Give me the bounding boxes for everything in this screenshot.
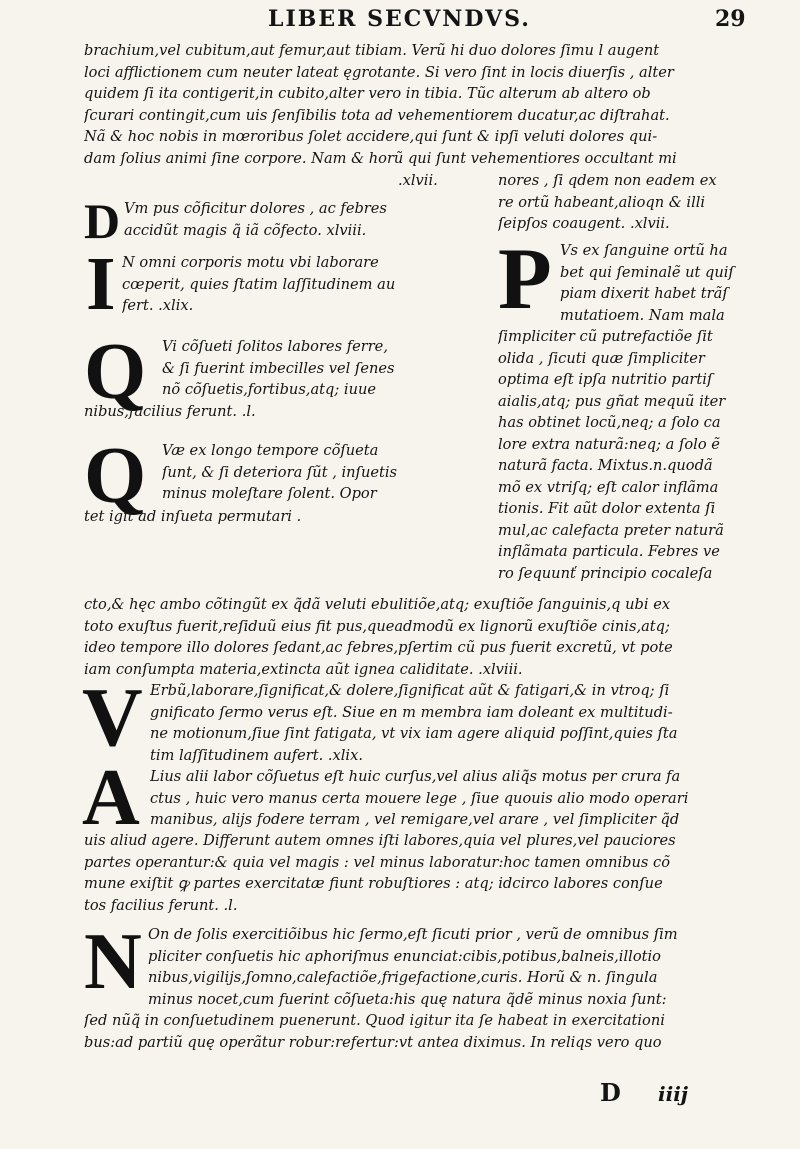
text-line: Vs ex ſanguine ortũ ha: [560, 242, 728, 259]
text-line: mune exiſtit ꝙ partes exercitatæ fiunt robuſtiores : atq; idcirco labores conſue: [84, 875, 663, 892]
text-line: Vm pus cõficitur dolores , ac febres: [124, 200, 387, 217]
text-line: ſed nũq̃ in conſuetudinem puenerunt. Quod igitur ita ſe habeat in exercitationi: [84, 1012, 665, 1029]
paragraph-a-head: [150, 766, 746, 831]
drop-cap-v: V: [82, 671, 143, 764]
text-line: ne motionum,ſiue ſint fatigata, vt vix iam agere aliquid poſſint,quies ſta: [150, 725, 678, 742]
paragraph-v: [150, 680, 746, 766]
paragraph-n-body: [84, 1010, 746, 1053]
drop-cap-q: Q: [84, 328, 147, 416]
aphorism-50b: [162, 440, 492, 505]
folio-number: 29: [715, 6, 746, 32]
running-head: LIBER SECVNDVS.: [268, 6, 531, 32]
text-line: toto exuſtus fuerit,reſiduũ eius fit pus,queadmodũ ex lignorũ exuſtiõe cinis,atq;: [84, 617, 670, 635]
right-column-continuation: [498, 170, 748, 235]
text-line: ſunt, & ſi deteriora ſũt , inſuetis: [162, 463, 398, 481]
text-line: uis aliud agere. Differunt autem omnes iſti labores,quia vel plures,vel pauciores: [84, 832, 676, 849]
aphorism-48: [124, 198, 484, 241]
text-line: bus:ad partiũ quę operãtur robur:refertur:vt antea diximus. In reliqs vero quo: [84, 1033, 662, 1051]
text-line: fert. .xlix.: [122, 297, 194, 314]
text-line: inflãmata particula. Febres ve: [498, 543, 720, 560]
text-line: manibus, alijs fodere terram , vel remigare,vel arare , vel ſimpliciter q̃d: [150, 811, 680, 828]
text-line: gnificato ſermo verus eſt. Siue en m membra iam doleant ex multitudi-: [150, 703, 673, 721]
text-line: brachium,vel cubitum,aut femur,aut tibiam. Verũ hi duo dolores ſimu l augent: [84, 42, 660, 59]
text-line: ro ſequunť principio cocaleſa: [498, 564, 713, 582]
text-line: Erbũ,laborare,ſignificat,& dolere,ſignificat aũt & fatigari,& in vtroq; ſi: [150, 682, 670, 699]
text-line: piam dixerit habet trãſ: [560, 285, 728, 302]
drop-cap-p: P: [498, 231, 552, 328]
text-line: partes operantur:& quia vel magis : vel minus laboratur:hoc tamen omnibus cõ: [84, 853, 670, 871]
text-line: optima eſt ipſa nutritio partiſ: [498, 371, 713, 388]
mid-paragraph: [84, 594, 744, 680]
text-line: accidũt magis q̃ iã cõfecto. xlviii.: [124, 221, 367, 239]
text-line: mutatioem. Nam mala: [560, 306, 725, 324]
text-line: & ſi fuerint imbecilles vel ſenes: [162, 359, 395, 377]
text-line: tionis. Fit aũt dolor extenta ſi: [498, 500, 716, 517]
right-column-paragraph-body: [498, 326, 750, 584]
text-line: mõ ex vtriſq; eſt calor inflãma: [498, 478, 719, 496]
text-line: N omni corporis motu vbi laborare: [122, 254, 379, 271]
drop-cap-d: D: [84, 193, 121, 249]
top-paragraph: [84, 40, 744, 169]
text-line: ſeipſos coaugent. .xlvii.: [498, 215, 670, 232]
aphorism-50b-tail: [84, 506, 484, 528]
text-line: re ortũ habeant,alioqn & illi: [498, 193, 706, 211]
drop-cap-a: A: [82, 754, 140, 842]
leaf-number: iiij: [658, 1082, 689, 1106]
text-line: mul,ac calefacta preter naturã: [498, 521, 724, 539]
text-line: pliciter conſuetis hic aphoriſmus enunciat:cibis,potibus,balneis,illotio: [148, 947, 661, 965]
text-line: quidem ſi ita contigerit,in cubito,alter vero in tibia. Tũc alterum ab altero ob: [84, 85, 651, 102]
text-line: olida , ſicuti quæ ſimpliciter: [498, 349, 705, 367]
text-line: bet qui ſeminalẽ ut quiſ: [560, 263, 734, 281]
text-line: nõ cõſuetis,fortibus,atq; iuue: [162, 381, 377, 398]
text-line: cto,& hęc ambo cõtingũt ex q̃dã veluti ebulitiõe,atq; exuſtiõe ſanguinis,q ubi ex: [84, 596, 671, 613]
drop-cap-q: Q: [84, 432, 147, 520]
aphorism-50a-tail: [84, 401, 484, 423]
text-line: ideo tempore illo dolores ſedant,ac febres,pſertim cũ pus fuerit excretũ, vt pote: [84, 639, 673, 656]
text-line: minus nocet,cum fuerint cõſueta:his quę natura q̃dẽ minus noxia ſunt:: [148, 990, 667, 1008]
text-line: ſimpliciter cũ putrefactiõe ſit: [498, 328, 713, 345]
text-line: Væ ex longo tempore cõſueta: [162, 442, 379, 459]
text-line: tim laſſitudinem aufert. .xlix.: [150, 746, 363, 764]
text-line: tet igiť ad inſueta permutari .: [84, 508, 302, 525]
paragraph-n-head: [148, 924, 746, 1010]
text-line: naturã facta. Mixtus.n.quodã: [498, 457, 713, 474]
text-line: ſcurari contingit,cum uis ſenſibilis tota ad vehementiorem ducatur,ac diſtrahat.: [84, 106, 670, 124]
right-column-paragraph-head: [560, 240, 750, 326]
text-line: On de ſolis exercitiõibus hic ſermo,eſt ſicuti prior , verũ de omnibus ſim: [148, 926, 678, 943]
text-line: tos facilius ferunt. .l.: [84, 896, 238, 914]
text-line: Vi cõſueti ſolitos labores ferre,: [162, 338, 388, 355]
text-line: nibus,facilius ferunt. .l.: [84, 403, 256, 420]
text-line: cœperit, quies ſtatim laſſitudinem au: [122, 275, 396, 293]
text-line: loci afflictionem cum neuter lateat ęgrotante. Si vero ſint in locis diuerſis , alter: [84, 63, 674, 81]
aphorism-50a: [162, 336, 492, 401]
text-line: nores , ſi qdem non eadem ex: [498, 172, 717, 189]
text-line: has obtinet locũ,neq; a ſolo ca: [498, 414, 721, 431]
drop-cap-n: N: [84, 918, 142, 1006]
text-line: iam conſumpta materia,extincta aũt ignea caliditate. .xlviii.: [84, 660, 523, 678]
aphorism-49: [122, 252, 482, 317]
aphorism-number: .xlvii.: [398, 172, 438, 189]
text-line: Nã & hoc nobis in mœroribus ſolet accidere,qui ſunt & ipſi veluti dolores qui-: [84, 128, 658, 145]
text-line: Lius alii labor cõſuetus eſt huic curſus,vel alius aliq̃s motus per crura fa: [150, 768, 681, 785]
text-line: nibus,vigilijs,ſomno,calefactiõe,frigefactione,curis. Horũ & n. ſingula: [148, 969, 658, 986]
text-line: lore extra naturã:neq; a ſolo ẽ: [498, 435, 720, 453]
text-line: dam ſolius animi ſine corpore. Nam & horũ qui ſunt vehementiores occultant mi: [84, 149, 677, 167]
text-line: minus moleſtare ſolent. Opor: [162, 485, 377, 502]
paragraph-a-body: [84, 830, 746, 916]
signature-mark: D: [600, 1078, 621, 1107]
text-line: aialis,atq; pus gñat mequũ iter: [498, 392, 726, 410]
drop-cap-i: I: [86, 242, 116, 326]
text-line: ctus , huic vero manus certa mouere lege , ſiue quouis alio modo operari: [150, 789, 689, 807]
page-header: [0, 2, 800, 32]
